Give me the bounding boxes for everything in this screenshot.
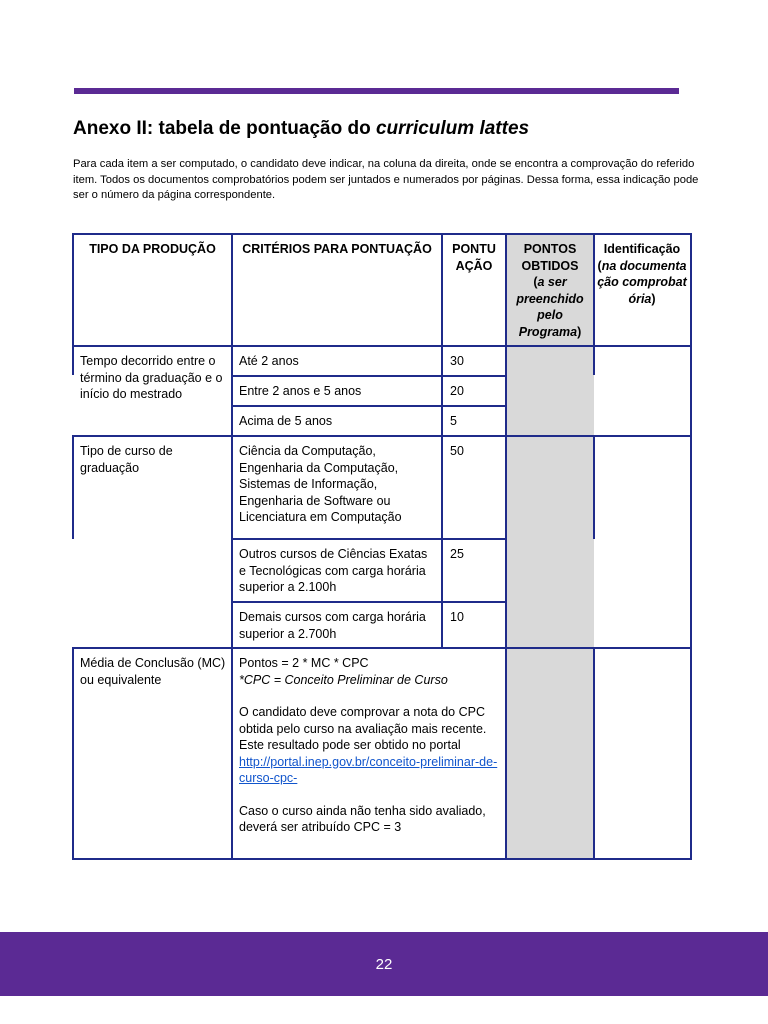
pontos-10: 10	[450, 610, 464, 624]
pontos-5: 5	[450, 414, 457, 428]
criterio-cpc	[239, 655, 501, 836]
header-pontos-obtidos: PONTOS OBTIDOS (a ser preenchido pelo Programa)	[516, 242, 584, 339]
page-title: Anexo II: tabela de pontuação do curriculum lattes	[73, 118, 530, 139]
pontos-20: 20	[450, 384, 464, 398]
tipo-curso-graduacao: Tipo de curso de graduação	[80, 444, 173, 475]
page-number: 22	[375, 956, 393, 973]
criterio-ate-2-anos: Até 2 anos	[239, 354, 299, 368]
criterio-entre-2-e-5-anos: Entre 2 anos e 5 anos	[239, 384, 362, 398]
pontos-50: 50	[450, 444, 464, 458]
inep-portal-link[interactable]: http://portal.inep.gov.br/conceito-preliminar-de-curso-cpc-	[239, 754, 498, 785]
cpc-instructions: O candidato deve comprovar a nota do CPC obtida pelo curso na avaliação mais recente. Este resultado pode ser obtido no portal	[239, 705, 487, 752]
header-pontuacao: PONTU AÇÃO	[452, 242, 496, 273]
tipo-tempo-decorrido: Tempo decorrido entre o término da graduação e o início do mestrado	[80, 354, 223, 401]
pontos-30: 30	[450, 354, 464, 368]
pontos-25: 25	[450, 547, 464, 561]
header-tipo: TIPO DA PRODUÇÃO	[89, 242, 216, 256]
intro-paragraph: Para cada item a ser computado, o candidato deve indicar, na coluna da direita, onde se encontra a comprovação do referido item. Todos os documentos comprobatórios podem ser juntados e numerados por páginas. Dessa forma, essa indicação pode ser o número da página correspondente.	[73, 158, 699, 201]
header-criterios: CRITÉRIOS PARA PONTUAÇÃO	[242, 242, 432, 256]
criterio-demais-cursos: Demais cursos com carga horária superior a 2.700h	[239, 610, 426, 641]
header-identificacao: Identificação (na documentação comprobatória)	[597, 242, 687, 306]
tipo-media-conclusao: Média de Conclusão (MC) ou equivalente	[80, 656, 226, 687]
criterio-acima-5-anos: Acima de 5 anos	[239, 414, 333, 428]
score-table	[72, 233, 692, 860]
criterio-computacao: Ciência da Computação, Engenharia da Computação, Sistemas de Informação, Engenharia de Software ou Licenciatura em Computação	[239, 444, 402, 524]
top-rule	[74, 88, 679, 94]
cpc-default: Caso o curso ainda não tenha sido avaliado, deverá ser atribuído CPC = 3	[239, 803, 486, 834]
criterio-exatas: Outros cursos de Ciências Exatas e Tecnológicas com carga horária superior a 2.100h	[239, 547, 428, 594]
cpc-note: *CPC = Conceito Preliminar de Curso	[239, 672, 448, 687]
cpc-formula: Pontos = 2 * MC * CPC	[239, 656, 369, 670]
